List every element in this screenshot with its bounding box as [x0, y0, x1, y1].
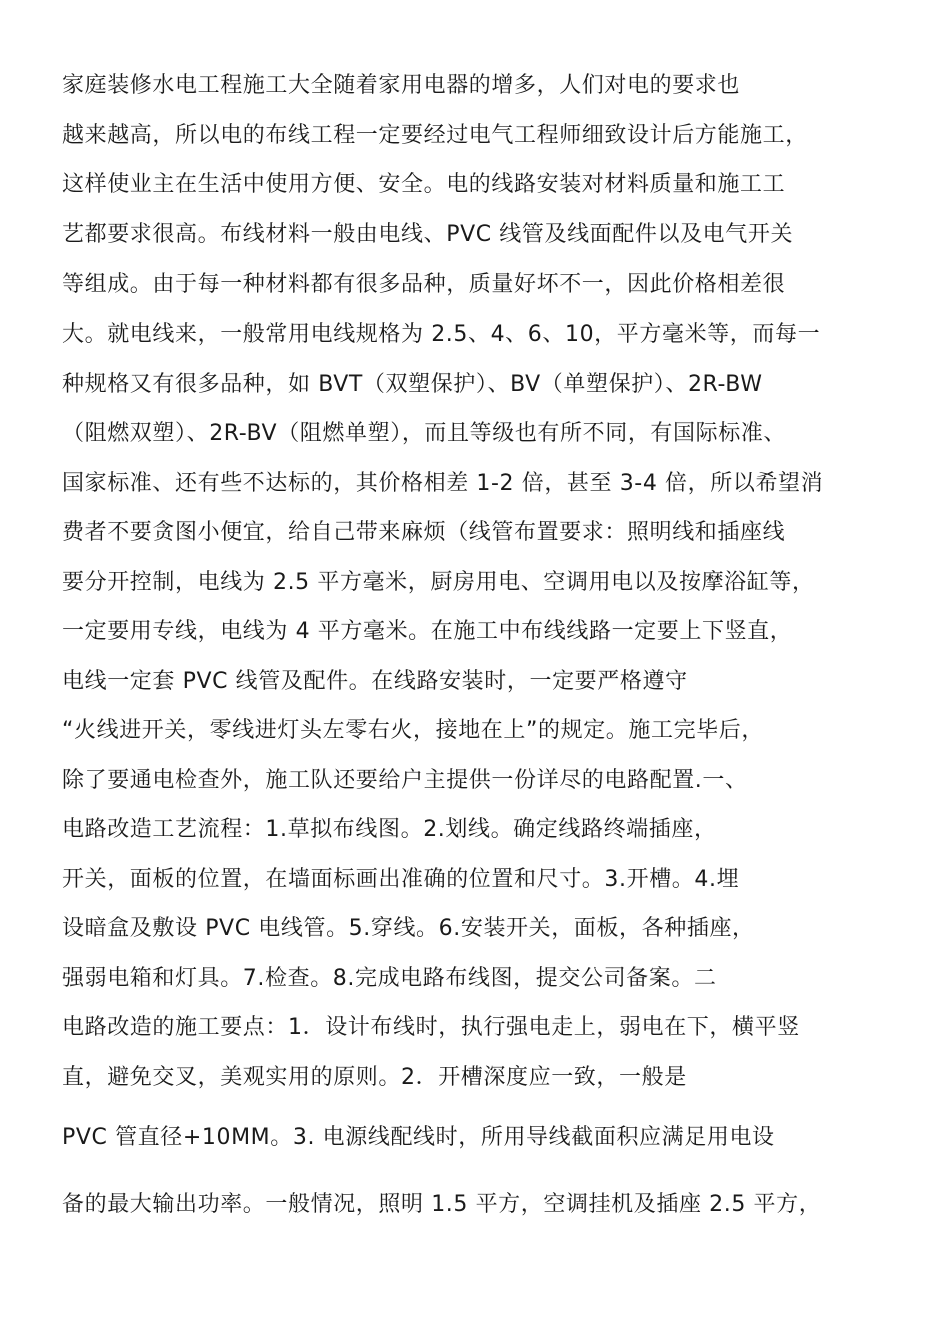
text-line: “火线进开关，零线进灯头左零右火，接地在上”的规定。施工完毕后， — [62, 718, 764, 743]
text-line: 费者不要贪图小便宜，给自己带来麻烦（线管布置要求：照明线和插座线 — [62, 520, 786, 545]
text-line: 备的最大输出功率。一般情况，照明 1.5 平方，空调挂机及插座 2.5 平方， — [62, 1192, 822, 1217]
text-line: 电路改造工艺流程：1.草拟布线图。2.划线。确定线路终端插座， — [62, 817, 717, 842]
text-line: 电路改造的施工要点：1．设计布线时，执行强电走上，弱电在下，横平竖 — [62, 1015, 800, 1040]
text-line: 这样使业主在生活中使用方便、安全。电的线路安装对材料质量和施工工 — [62, 172, 786, 197]
text-line: 家庭装修水电工程施工大全随着家用电器的增多，人们对电的要求也 — [62, 73, 741, 98]
text-line: 强弱电箱和灯具。7.检查。8.完成电路布线图，提交公司备案。二 — [62, 966, 717, 991]
text-line: 设暗盒及敷设 PVC 电线管。5.穿线。6.安装开关，面板，各种插座， — [62, 916, 755, 941]
text-line: 艺都要求很高。布线材料一般由电线、PVC 线管及线面配件以及电气开关 — [62, 222, 794, 247]
text-line: 要分开控制，电线为 2.5 平方毫米，厨房用电、空调用电以及按摩浴缸等， — [62, 570, 815, 595]
text-line: 直，避免交叉，美观实用的原则。2．开槽深度应一致，一般是 — [62, 1065, 687, 1090]
text-line: 一定要用专线，电线为 4 平方毫米。在施工中布线线路一定要上下竖直， — [62, 619, 793, 644]
text-line: 除了要通电检查外，施工队还要给户主提供一份详尽的电路配置.一、 — [62, 768, 748, 793]
text-line: 种规格又有很多品种，如 BVT（双塑保护）、BV（单塑保护）、2R-BW — [62, 372, 763, 397]
text-line: 开关，面板的位置，在墙面标画出准确的位置和尺寸。3.开槽。4.埋 — [62, 867, 740, 892]
text-line: 大。就电线来，一般常用电线规格为 2.5、4、6、10，平方毫米等，而每一 — [62, 322, 821, 347]
text-line: PVC 管直径+10MM。3. 电源线配线时，所用导线截面积应满足用电设 — [62, 1125, 775, 1150]
text-line: 电线一定套 PVC 线管及配件。在线路安装时，一定要严格遵守 — [62, 669, 688, 694]
text-line: 越来越高，所以电的布线工程一定要经过电气工程师细致设计后方能施工， — [62, 123, 808, 148]
text-line: 等组成。由于每一种材料都有很多品种，质量好坏不一，因此价格相差很 — [62, 272, 786, 297]
text-line: （阻燃双塑）、2R-BV（阻燃单塑），而且等级也有所不同，有国际标准、 — [62, 421, 787, 446]
text-line: 国家标准、还有些不达标的，其价格相差 1-2 倍，甚至 3-4 倍，所以希望消 — [62, 471, 824, 496]
